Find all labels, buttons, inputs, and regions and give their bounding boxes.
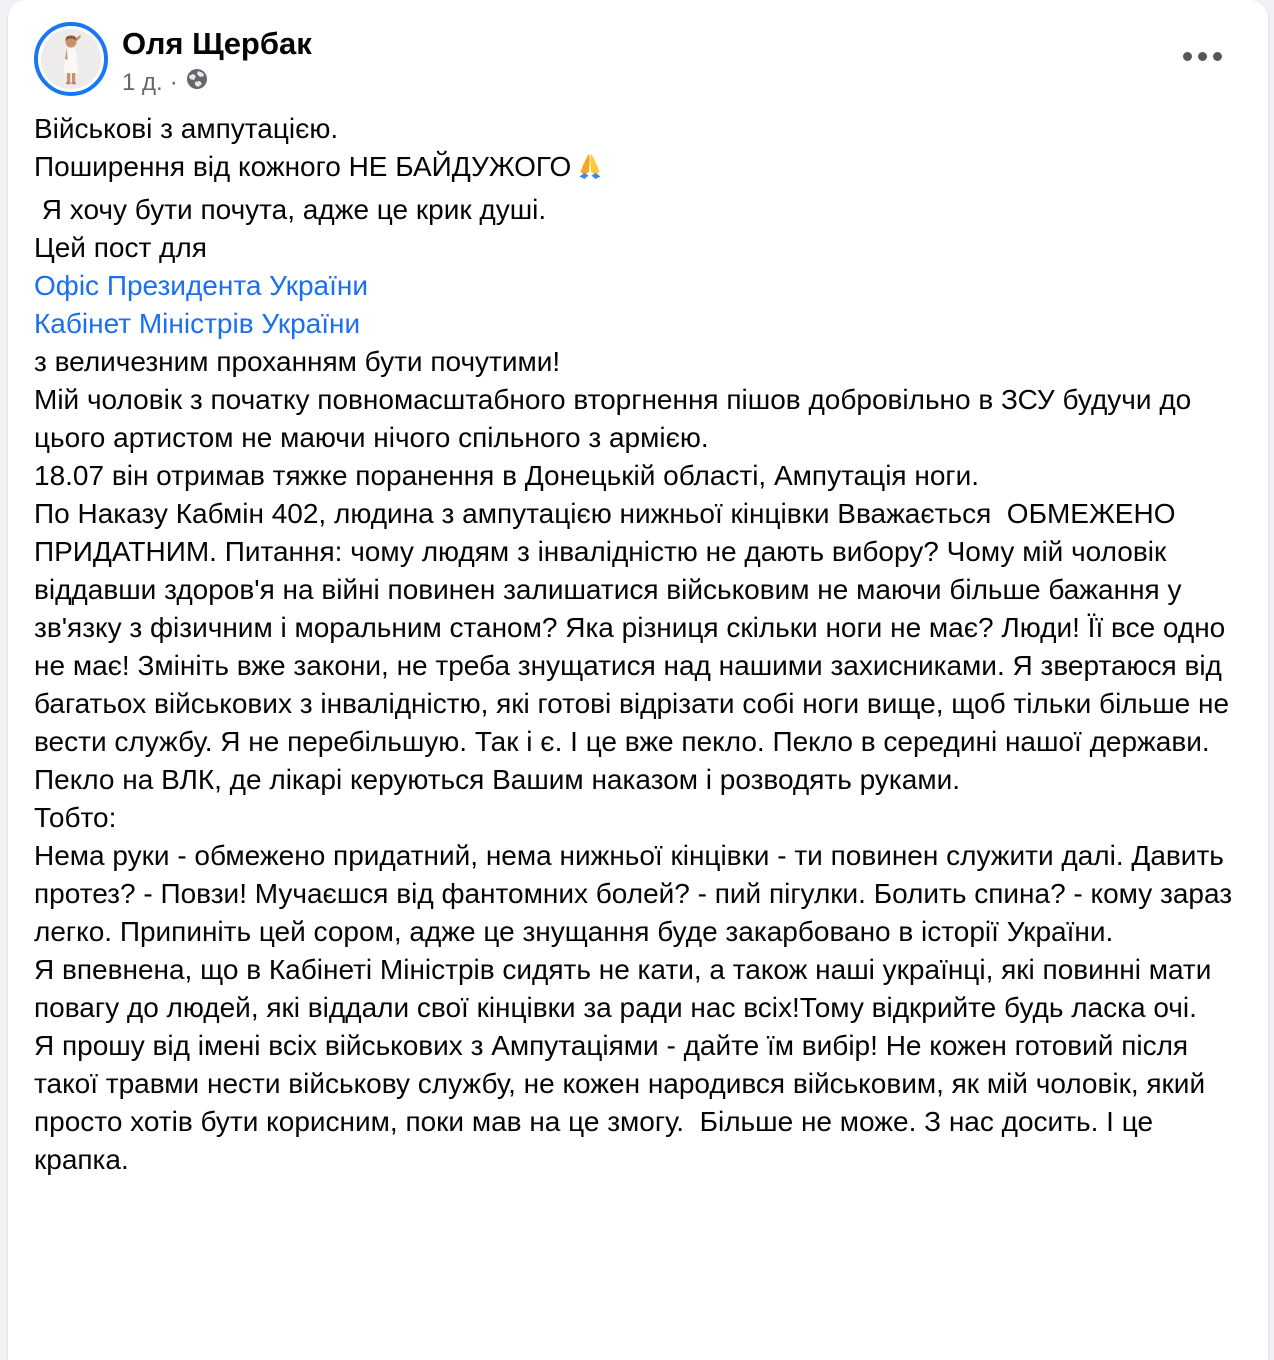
page-link-ofis-prezydenta[interactable]: Офіс Президента України (34, 270, 368, 301)
post-paragraph: Я хочу бути почута, адже це крик душі. (34, 194, 547, 225)
ellipsis-dot (1213, 52, 1222, 61)
author-name[interactable]: Оля Щербак (122, 26, 312, 61)
post-paragraph: Військові з ампутацією. (34, 113, 339, 144)
more-options-button[interactable] (1174, 36, 1230, 76)
timestamp[interactable]: 1 д. (122, 68, 163, 96)
post-meta (122, 67, 312, 98)
post-paragraph: По Наказу Кабмін 402, людина з ампутацією нижньої кінцівки Вважається ОБМЕЖЕНО ПРИДАТНИМ. Питання: чому людям з інвалідністю не дають вибору? Чому мій чоловік віддавши здоров'я на війні повинен залишатися військовим не маючи більше бажання у зв'язку з фізичним і моральним станом? Яка різниця скільки ноги не має? Люди! Її все одно не має! Змініть вже закони, не треба знущатися над нашими захисниками. Я звертаюся від багатьох військових з інвалідністю, які готові відрізати собі ноги вище, щоб тільки більше не вести службу. Я не перебільшую. Так і є. І це вже пекло. Пекло в середині нашої держави. Пекло на ВЛК, де лікарі керуються Вашим наказом і розводять руками. (34, 498, 1237, 795)
avatar-figure-woman-in-white-dress (41, 29, 101, 89)
post-paragraph: Я впевнена, що в Кабінеті Міністрів сидять не кати, а також наші українці, які повинні мати повагу до людей, які віддали свої кінцівки за ради нас всіх!Тому відкрийте будь ласка очі. (34, 954, 1220, 1023)
avatar-photo (41, 29, 101, 89)
header-text (122, 22, 312, 98)
avatar[interactable] (34, 22, 108, 96)
post-body (8, 98, 1268, 1239)
globe-icon (185, 67, 209, 98)
post-paragraph: Поширення від кожного НЕ БАЙДУЖОГО (34, 148, 1244, 191)
ellipsis-dot (1198, 52, 1207, 61)
post-paragraph: Мій чоловік з початку повномасштабного вторгнення пішов добровільно в ЗСУ будучи до цього артистом не маючи нічого спільного з армією. (34, 384, 1200, 453)
folded-hands-emoji (575, 151, 605, 191)
post-header (8, 0, 1268, 98)
post-paragraph: Цей пост для (34, 232, 207, 263)
post-card (8, 0, 1268, 1360)
page-link-kabinet-ministriv[interactable]: Кабінет Міністрів України (34, 308, 361, 339)
post-paragraph: 18.07 він отримав тяжке поранення в Донецькій області, Ампутація ноги. (34, 460, 980, 491)
meta-separator: · (169, 68, 178, 96)
post-paragraph: з величезним проханням бути почутими! (34, 346, 561, 377)
post-paragraph: Тобто: (34, 802, 117, 833)
post-paragraph: Я прошу від імені всіх військових з Ампутаціями - дайте їм вибір! Не кожен готовий після такої травми нести військову службу, не кожен народився військовим, як мій чоловік, який просто хотів бути корисним, поки мав на це змогу. Більше не може. З нас досить. І це крапка. (34, 1030, 1213, 1175)
ellipsis-dot (1183, 52, 1192, 61)
post-paragraph: Нема руки - обмежено придатний, нема нижньої кінцівки - ти повинен служити далі. Давить протез? - Повзи! Мучаєшся від фантомних болей? - пий пігулки. Болить спина? - кому зараз легко. Припиніть цей сором, адже це знущання буде закарбовано в історії України. (34, 840, 1240, 947)
